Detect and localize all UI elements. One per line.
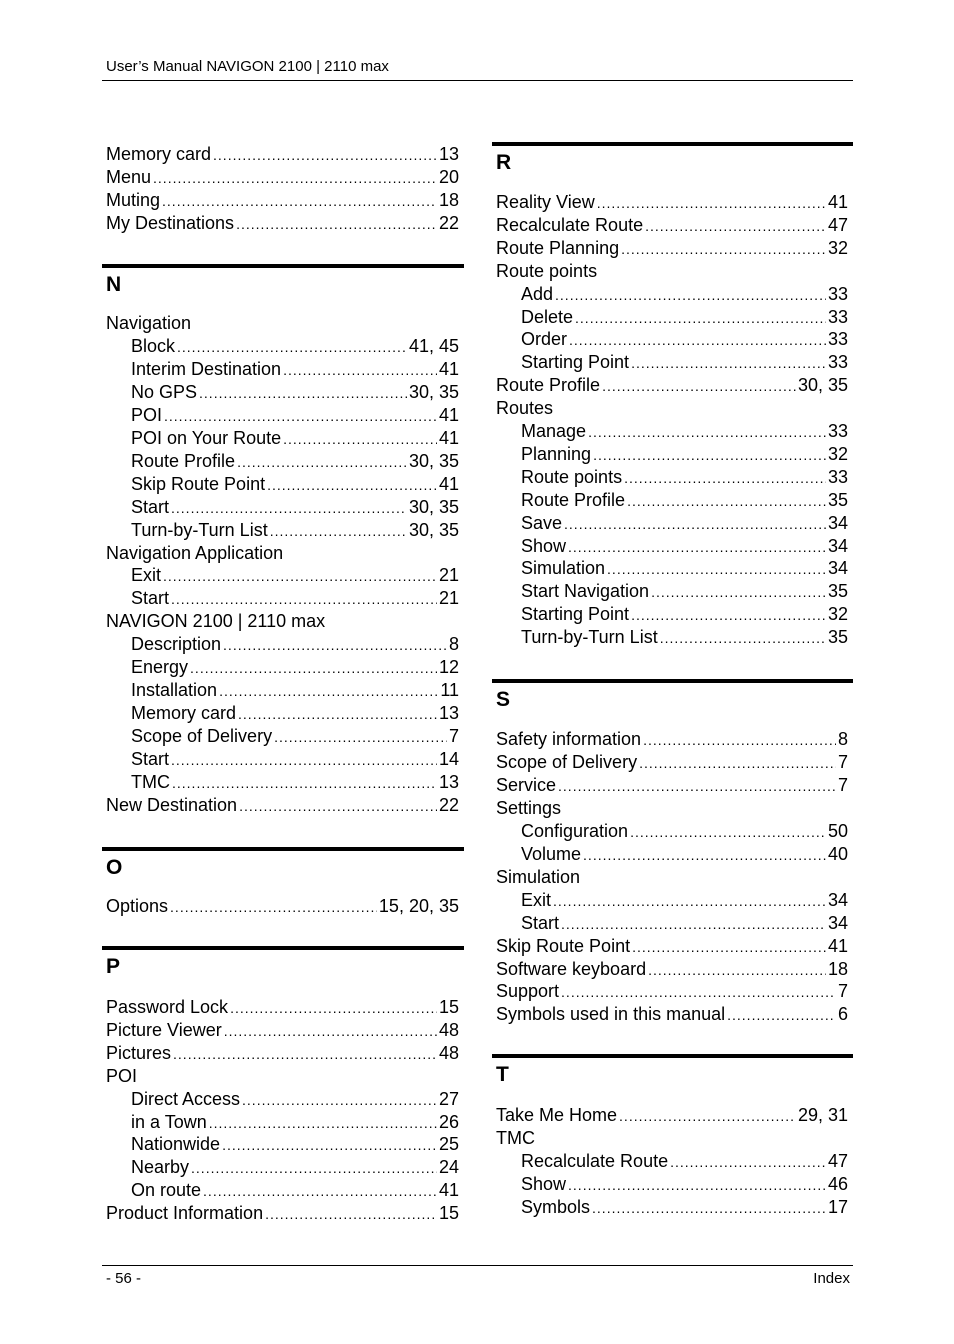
section-header-o: O bbox=[102, 847, 464, 881]
index-entry-label: Skip Route Point bbox=[496, 935, 631, 956]
index-entry-label: Start bbox=[131, 749, 170, 770]
index-entry-page: 7 bbox=[837, 751, 848, 772]
dot-leader bbox=[583, 844, 826, 866]
index-entry bbox=[131, 404, 459, 426]
dot-leader bbox=[648, 959, 826, 981]
index-entry-page: 13 bbox=[438, 772, 459, 792]
index-entry bbox=[521, 912, 848, 934]
index-entry-page: 7 bbox=[837, 981, 848, 1002]
index-entry-label: Nearby bbox=[131, 1157, 190, 1178]
index-entry bbox=[496, 1127, 848, 1149]
index-entry-label: Starting Point bbox=[521, 604, 630, 625]
index-entry bbox=[106, 312, 459, 334]
dot-leader bbox=[670, 1151, 826, 1173]
index-entry-page: 41 bbox=[827, 192, 848, 212]
index-entry bbox=[496, 191, 848, 213]
index-entry-page: 41 bbox=[438, 358, 459, 379]
index-entry-label: Route Planning bbox=[496, 237, 620, 258]
dot-leader bbox=[564, 513, 826, 535]
dot-leader bbox=[239, 795, 437, 817]
dot-leader bbox=[236, 213, 437, 235]
index-entry bbox=[521, 1196, 848, 1218]
index-entry bbox=[106, 189, 459, 211]
index-entry-label: Pictures bbox=[106, 1042, 172, 1063]
dot-leader bbox=[593, 444, 826, 466]
index-entry bbox=[496, 260, 848, 282]
index-column-left bbox=[102, 0, 464, 1260]
page-header-title: User’s Manual NAVIGON 2100 | 2110 max bbox=[106, 58, 389, 75]
index-entry bbox=[521, 843, 848, 865]
index-entry-label: Energy bbox=[131, 657, 189, 678]
index-entry-page: 15 bbox=[438, 1203, 459, 1224]
index-entry-page: 47 bbox=[827, 1150, 848, 1171]
index-entry-page: 33 bbox=[827, 421, 848, 441]
index-entry-page: 22 bbox=[438, 213, 459, 233]
dot-leader bbox=[209, 1112, 437, 1134]
index-entry bbox=[131, 587, 459, 609]
index-entry-page: 6 bbox=[837, 1004, 848, 1025]
dot-leader bbox=[645, 215, 826, 237]
index-entry-page: 15, 20, 35 bbox=[378, 896, 459, 916]
index-entry-label: Start bbox=[131, 588, 170, 609]
index-entry-label: Recalculate Route bbox=[496, 214, 644, 235]
section-header-n: N bbox=[102, 264, 464, 298]
index-entry-label: My Destinations bbox=[106, 213, 235, 233]
index-entry-page: 33 bbox=[827, 466, 848, 487]
index-entry bbox=[496, 1003, 848, 1025]
dot-leader bbox=[568, 1174, 826, 1196]
index-entry bbox=[496, 237, 848, 259]
index-entry bbox=[496, 797, 848, 819]
dot-leader bbox=[639, 752, 836, 774]
dot-leader bbox=[191, 1157, 437, 1179]
dot-leader bbox=[163, 565, 437, 587]
index-entry bbox=[496, 728, 848, 750]
index-entry-page: 41 bbox=[438, 473, 459, 494]
index-entry-page: 32 bbox=[827, 604, 848, 625]
index-entry bbox=[521, 466, 848, 488]
index-entry bbox=[131, 427, 459, 449]
index-entry-label: Menu bbox=[106, 167, 152, 187]
index-entry-label: Block bbox=[131, 335, 176, 356]
index-entry-label: Route Profile bbox=[496, 375, 601, 396]
index-entry-label: Add bbox=[521, 283, 554, 304]
index-entry-label: Muting bbox=[106, 190, 161, 210]
dot-leader bbox=[588, 421, 826, 443]
dot-leader bbox=[568, 536, 826, 558]
dot-leader bbox=[592, 1197, 826, 1219]
dot-leader bbox=[575, 307, 826, 329]
index-entry-label: Start Navigation bbox=[521, 581, 650, 602]
dot-leader bbox=[173, 1043, 437, 1065]
index-entry bbox=[106, 542, 459, 564]
index-entry-page: 13 bbox=[438, 144, 459, 164]
dot-leader bbox=[267, 474, 437, 496]
index-entry-page: 22 bbox=[438, 794, 459, 815]
dot-leader bbox=[223, 634, 447, 656]
index-entry-page: 33 bbox=[827, 352, 848, 373]
index-entry-page: 34 bbox=[827, 535, 848, 556]
section-header-p: P bbox=[102, 946, 464, 980]
index-entry-label: Simulation bbox=[496, 866, 581, 887]
index-entry-page: 30, 35 bbox=[408, 450, 459, 471]
index-entry-page: 21 bbox=[438, 588, 459, 609]
index-entry-page: 35 bbox=[827, 581, 848, 602]
dot-leader bbox=[164, 405, 437, 427]
dot-leader bbox=[660, 627, 826, 649]
index-entry-page: 27 bbox=[438, 1088, 459, 1109]
dot-leader bbox=[627, 490, 826, 512]
index-entry-label: Navigation bbox=[106, 313, 192, 333]
index-entry-page: 26 bbox=[438, 1111, 459, 1132]
dot-leader bbox=[190, 657, 437, 679]
index-entry-label: Nationwide bbox=[131, 1134, 221, 1155]
dot-leader bbox=[619, 1105, 796, 1127]
dot-leader bbox=[631, 352, 826, 374]
index-entry bbox=[521, 512, 848, 534]
index-entry bbox=[521, 535, 848, 557]
index-entry-page: 17 bbox=[827, 1196, 848, 1217]
index-entry-label: TMC bbox=[131, 772, 170, 792]
section-header-s: S bbox=[492, 679, 853, 713]
index-entry-page: 25 bbox=[438, 1134, 459, 1155]
index-entry bbox=[106, 895, 459, 917]
index-entry-page: 34 bbox=[827, 512, 848, 533]
index-entry-page: 41 bbox=[438, 427, 459, 448]
index-entry-label: Safety information bbox=[496, 729, 642, 749]
index-entry bbox=[496, 397, 848, 419]
index-entry-page: 30, 35 bbox=[408, 381, 459, 402]
index-entry bbox=[496, 1104, 848, 1126]
index-entry-page: 30, 35 bbox=[408, 496, 459, 517]
index-entry-label: Start bbox=[131, 496, 170, 517]
index-entry-label: Order bbox=[521, 329, 568, 350]
dot-leader bbox=[222, 1134, 437, 1156]
dot-leader bbox=[170, 896, 377, 918]
index-entry-page: 32 bbox=[827, 443, 848, 464]
index-entry-label: Show bbox=[521, 1173, 567, 1194]
dot-leader bbox=[171, 749, 437, 771]
index-column-right bbox=[492, 0, 853, 1260]
dot-leader bbox=[643, 729, 836, 751]
index-entry bbox=[521, 626, 848, 648]
index-entry-label: Turn-by-Turn List bbox=[521, 627, 658, 648]
index-entry bbox=[496, 935, 848, 957]
index-entry-label: Scope of Delivery bbox=[496, 751, 638, 772]
index-entry-page: 30, 35 bbox=[797, 375, 848, 396]
index-entry-page: 33 bbox=[827, 306, 848, 327]
index-entry-page: 18 bbox=[438, 190, 459, 210]
index-entry-label: Reality View bbox=[496, 192, 595, 212]
index-entry-label: Description bbox=[131, 634, 222, 655]
dot-leader bbox=[213, 144, 437, 166]
index-entry bbox=[521, 420, 848, 442]
index-entry-label: Interim Destination bbox=[131, 358, 282, 379]
index-entry bbox=[521, 489, 848, 511]
dot-leader bbox=[171, 497, 407, 519]
dot-leader bbox=[561, 981, 836, 1003]
index-entry bbox=[496, 774, 848, 796]
index-entry bbox=[521, 1150, 848, 1172]
index-entry bbox=[131, 702, 459, 724]
index-entry-label: POI bbox=[106, 1065, 138, 1086]
footer-page-number: - 56 - bbox=[106, 1270, 142, 1287]
index-entry-label: Show bbox=[521, 535, 567, 556]
dot-leader bbox=[238, 703, 437, 725]
index-entry-page: 35 bbox=[827, 627, 848, 648]
index-entry-page: 12 bbox=[438, 657, 459, 678]
index-entry-label: Take Me Home bbox=[496, 1105, 618, 1125]
index-entry bbox=[521, 306, 848, 328]
dot-leader bbox=[237, 451, 407, 473]
index-entry-label: Save bbox=[521, 512, 563, 533]
index-entry bbox=[521, 580, 848, 602]
dot-leader bbox=[727, 1004, 836, 1026]
dot-leader bbox=[199, 382, 407, 404]
index-entry-page: 41 bbox=[438, 404, 459, 425]
index-entry-page: 35 bbox=[827, 489, 848, 510]
index-entry bbox=[131, 1088, 459, 1110]
index-entry-label: Route points bbox=[521, 466, 623, 487]
index-entry bbox=[131, 564, 459, 586]
index-entry-page: 34 bbox=[827, 558, 848, 579]
footer-section-name: Index bbox=[813, 1270, 850, 1287]
index-entry bbox=[521, 351, 848, 373]
dot-leader bbox=[270, 520, 407, 542]
index-entry-label: Routes bbox=[496, 398, 554, 419]
index-entry bbox=[131, 1179, 459, 1201]
index-entry-page: 34 bbox=[827, 912, 848, 933]
index-entry-label: On route bbox=[131, 1180, 202, 1201]
index-entry-label: Simulation bbox=[521, 558, 606, 579]
index-entry-page: 41 bbox=[827, 935, 848, 956]
index-entry bbox=[521, 443, 848, 465]
index-entry-page: 14 bbox=[438, 749, 459, 770]
index-entry-label: Delete bbox=[521, 306, 574, 327]
index-entry bbox=[131, 381, 459, 403]
index-entry-page: 30, 35 bbox=[408, 519, 459, 540]
index-entry-label: Volume bbox=[521, 843, 582, 864]
dot-leader bbox=[172, 772, 437, 794]
index-entry-page: 29, 31 bbox=[797, 1105, 848, 1125]
index-entry bbox=[131, 519, 459, 541]
index-entry bbox=[106, 212, 459, 234]
index-entry-label: Symbols used in this manual bbox=[496, 1004, 726, 1025]
index-entry-page: 7 bbox=[448, 726, 459, 747]
index-entry bbox=[496, 374, 848, 396]
index-entry bbox=[131, 450, 459, 472]
index-entry-label: Route Profile bbox=[131, 450, 236, 471]
index-entry-label: Skip Route Point bbox=[131, 473, 266, 494]
dot-leader bbox=[621, 238, 826, 260]
dot-leader bbox=[153, 167, 437, 189]
dot-leader bbox=[631, 604, 826, 626]
index-entry-label: Configuration bbox=[521, 820, 629, 841]
index-entry-page: 41, 45 bbox=[408, 335, 459, 356]
index-entry-label: Exit bbox=[131, 565, 162, 586]
index-entry-page: 32 bbox=[827, 237, 848, 258]
index-entry-page: 33 bbox=[827, 329, 848, 350]
index-entry-label: Scope of Delivery bbox=[131, 726, 273, 747]
index-entry-label: Direct Access bbox=[131, 1088, 241, 1109]
index-entry bbox=[106, 1202, 459, 1224]
index-entry-label: POI on Your Route bbox=[131, 427, 282, 448]
index-entry-page: 33 bbox=[827, 283, 848, 304]
index-entry-page: 24 bbox=[438, 1157, 459, 1178]
index-entry-page: 48 bbox=[438, 1042, 459, 1063]
index-entry-label: Route points bbox=[496, 260, 598, 281]
index-entry-label: Turn-by-Turn List bbox=[131, 519, 268, 540]
index-entry bbox=[131, 748, 459, 770]
index-entry bbox=[521, 820, 848, 842]
index-entry bbox=[131, 496, 459, 518]
index-entry-page: 50 bbox=[827, 820, 848, 841]
index-entry-label: TMC bbox=[496, 1127, 535, 1148]
dot-leader bbox=[555, 284, 826, 306]
dot-leader bbox=[283, 428, 437, 450]
index-entry-label: Installation bbox=[131, 680, 218, 701]
dot-leader bbox=[171, 588, 437, 610]
index-entry-label: Software keyboard bbox=[496, 958, 647, 979]
dot-leader bbox=[558, 775, 836, 797]
index-entry bbox=[521, 557, 848, 579]
index-entry bbox=[521, 1173, 848, 1195]
index-entry-label: Recalculate Route bbox=[521, 1150, 669, 1171]
index-entry-label: Support bbox=[496, 981, 560, 1002]
index-entry-page: 20 bbox=[438, 167, 459, 187]
dot-leader bbox=[602, 375, 796, 397]
index-entry-label: Manage bbox=[521, 421, 587, 441]
index-entry bbox=[106, 1042, 459, 1064]
index-entry bbox=[496, 866, 848, 888]
dot-leader bbox=[607, 558, 826, 580]
dot-leader bbox=[274, 726, 447, 748]
index-entry-label: Picture Viewer bbox=[106, 1019, 222, 1040]
index-entry bbox=[131, 1133, 459, 1155]
index-entry bbox=[496, 958, 848, 980]
dot-leader bbox=[561, 913, 826, 935]
index-entry-page: 48 bbox=[438, 1019, 459, 1040]
index-entry-page: 11 bbox=[440, 680, 459, 701]
index-entry bbox=[106, 1019, 459, 1041]
index-entry-page: 47 bbox=[827, 214, 848, 235]
index-entry bbox=[131, 656, 459, 678]
index-entry-label: New Destination bbox=[106, 794, 238, 815]
index-entry-label: Symbols bbox=[521, 1196, 591, 1217]
index-entry bbox=[521, 328, 848, 350]
index-entry bbox=[521, 603, 848, 625]
index-entry-page: 18 bbox=[827, 958, 848, 979]
section-header-t: T bbox=[492, 1054, 853, 1088]
index-entry bbox=[106, 610, 459, 632]
index-entry bbox=[521, 283, 848, 305]
index-entry bbox=[131, 335, 459, 357]
dot-leader bbox=[283, 359, 437, 381]
index-entry-label: Settings bbox=[496, 797, 562, 818]
index-entry bbox=[106, 1065, 459, 1087]
dot-leader bbox=[553, 890, 826, 912]
dot-leader bbox=[219, 680, 438, 702]
index-entry bbox=[496, 214, 848, 236]
index-entry-label: Memory card bbox=[106, 144, 212, 164]
index-entry-label: Exit bbox=[521, 889, 552, 910]
index-entry bbox=[131, 679, 459, 701]
index-entry bbox=[521, 889, 848, 911]
index-entry-page: 13 bbox=[438, 703, 459, 724]
index-entry bbox=[496, 980, 848, 1002]
dot-leader bbox=[177, 336, 407, 358]
section-header-r: R bbox=[492, 142, 853, 176]
index-entry-page: 41 bbox=[438, 1180, 459, 1201]
index-entry bbox=[106, 143, 459, 165]
index-entry-page: 34 bbox=[827, 889, 848, 910]
index-entry-page: 40 bbox=[827, 843, 848, 864]
index-entry-label: No GPS bbox=[131, 381, 198, 402]
index-entry bbox=[496, 751, 848, 773]
index-entry-label: Starting Point bbox=[521, 352, 630, 373]
index-entry-label: NAVIGON 2100 | 2110 max bbox=[106, 611, 326, 632]
index-entry-label: Start bbox=[521, 912, 560, 933]
index-entry bbox=[131, 473, 459, 495]
index-entry bbox=[106, 996, 459, 1018]
index-entry bbox=[131, 725, 459, 747]
index-entry-label: Navigation Application bbox=[106, 542, 284, 563]
index-entry-page: 46 bbox=[827, 1173, 848, 1194]
dot-leader bbox=[632, 936, 826, 958]
index-entry-page: 8 bbox=[837, 729, 848, 749]
index-entry-label: POI bbox=[131, 404, 163, 425]
index-entry bbox=[131, 358, 459, 380]
index-entry-label: Password Lock bbox=[106, 997, 229, 1017]
dot-leader bbox=[203, 1180, 437, 1202]
dot-leader bbox=[242, 1089, 437, 1111]
dot-leader bbox=[265, 1203, 437, 1225]
index-entry-page: 15 bbox=[438, 997, 459, 1017]
dot-leader bbox=[651, 581, 826, 603]
index-entry-label: Options bbox=[106, 896, 169, 916]
dot-leader bbox=[624, 467, 826, 489]
index-entry-page: 21 bbox=[438, 565, 459, 586]
index-entry-label: Memory card bbox=[131, 703, 237, 724]
index-entry-page: 8 bbox=[448, 634, 459, 655]
index-entry bbox=[131, 1111, 459, 1133]
index-entry-label: in a Town bbox=[131, 1111, 207, 1132]
index-entry bbox=[131, 1156, 459, 1178]
index-entry-label: Planning bbox=[521, 443, 592, 464]
index-entry-label: Service bbox=[496, 774, 557, 795]
index-entry bbox=[131, 771, 459, 793]
dot-leader bbox=[230, 997, 437, 1019]
dot-leader bbox=[569, 329, 826, 351]
index-entry bbox=[131, 633, 459, 655]
dot-leader bbox=[224, 1020, 437, 1042]
footer-rule bbox=[102, 1265, 853, 1266]
index-entry-label: Route Profile bbox=[521, 489, 626, 510]
index-entry-label: Product Information bbox=[106, 1203, 264, 1224]
index-entry bbox=[106, 794, 459, 816]
dot-leader bbox=[162, 190, 437, 212]
dot-leader bbox=[630, 821, 826, 843]
index-entry bbox=[106, 166, 459, 188]
dot-leader bbox=[597, 192, 826, 214]
index-entry-page: 7 bbox=[837, 774, 848, 795]
